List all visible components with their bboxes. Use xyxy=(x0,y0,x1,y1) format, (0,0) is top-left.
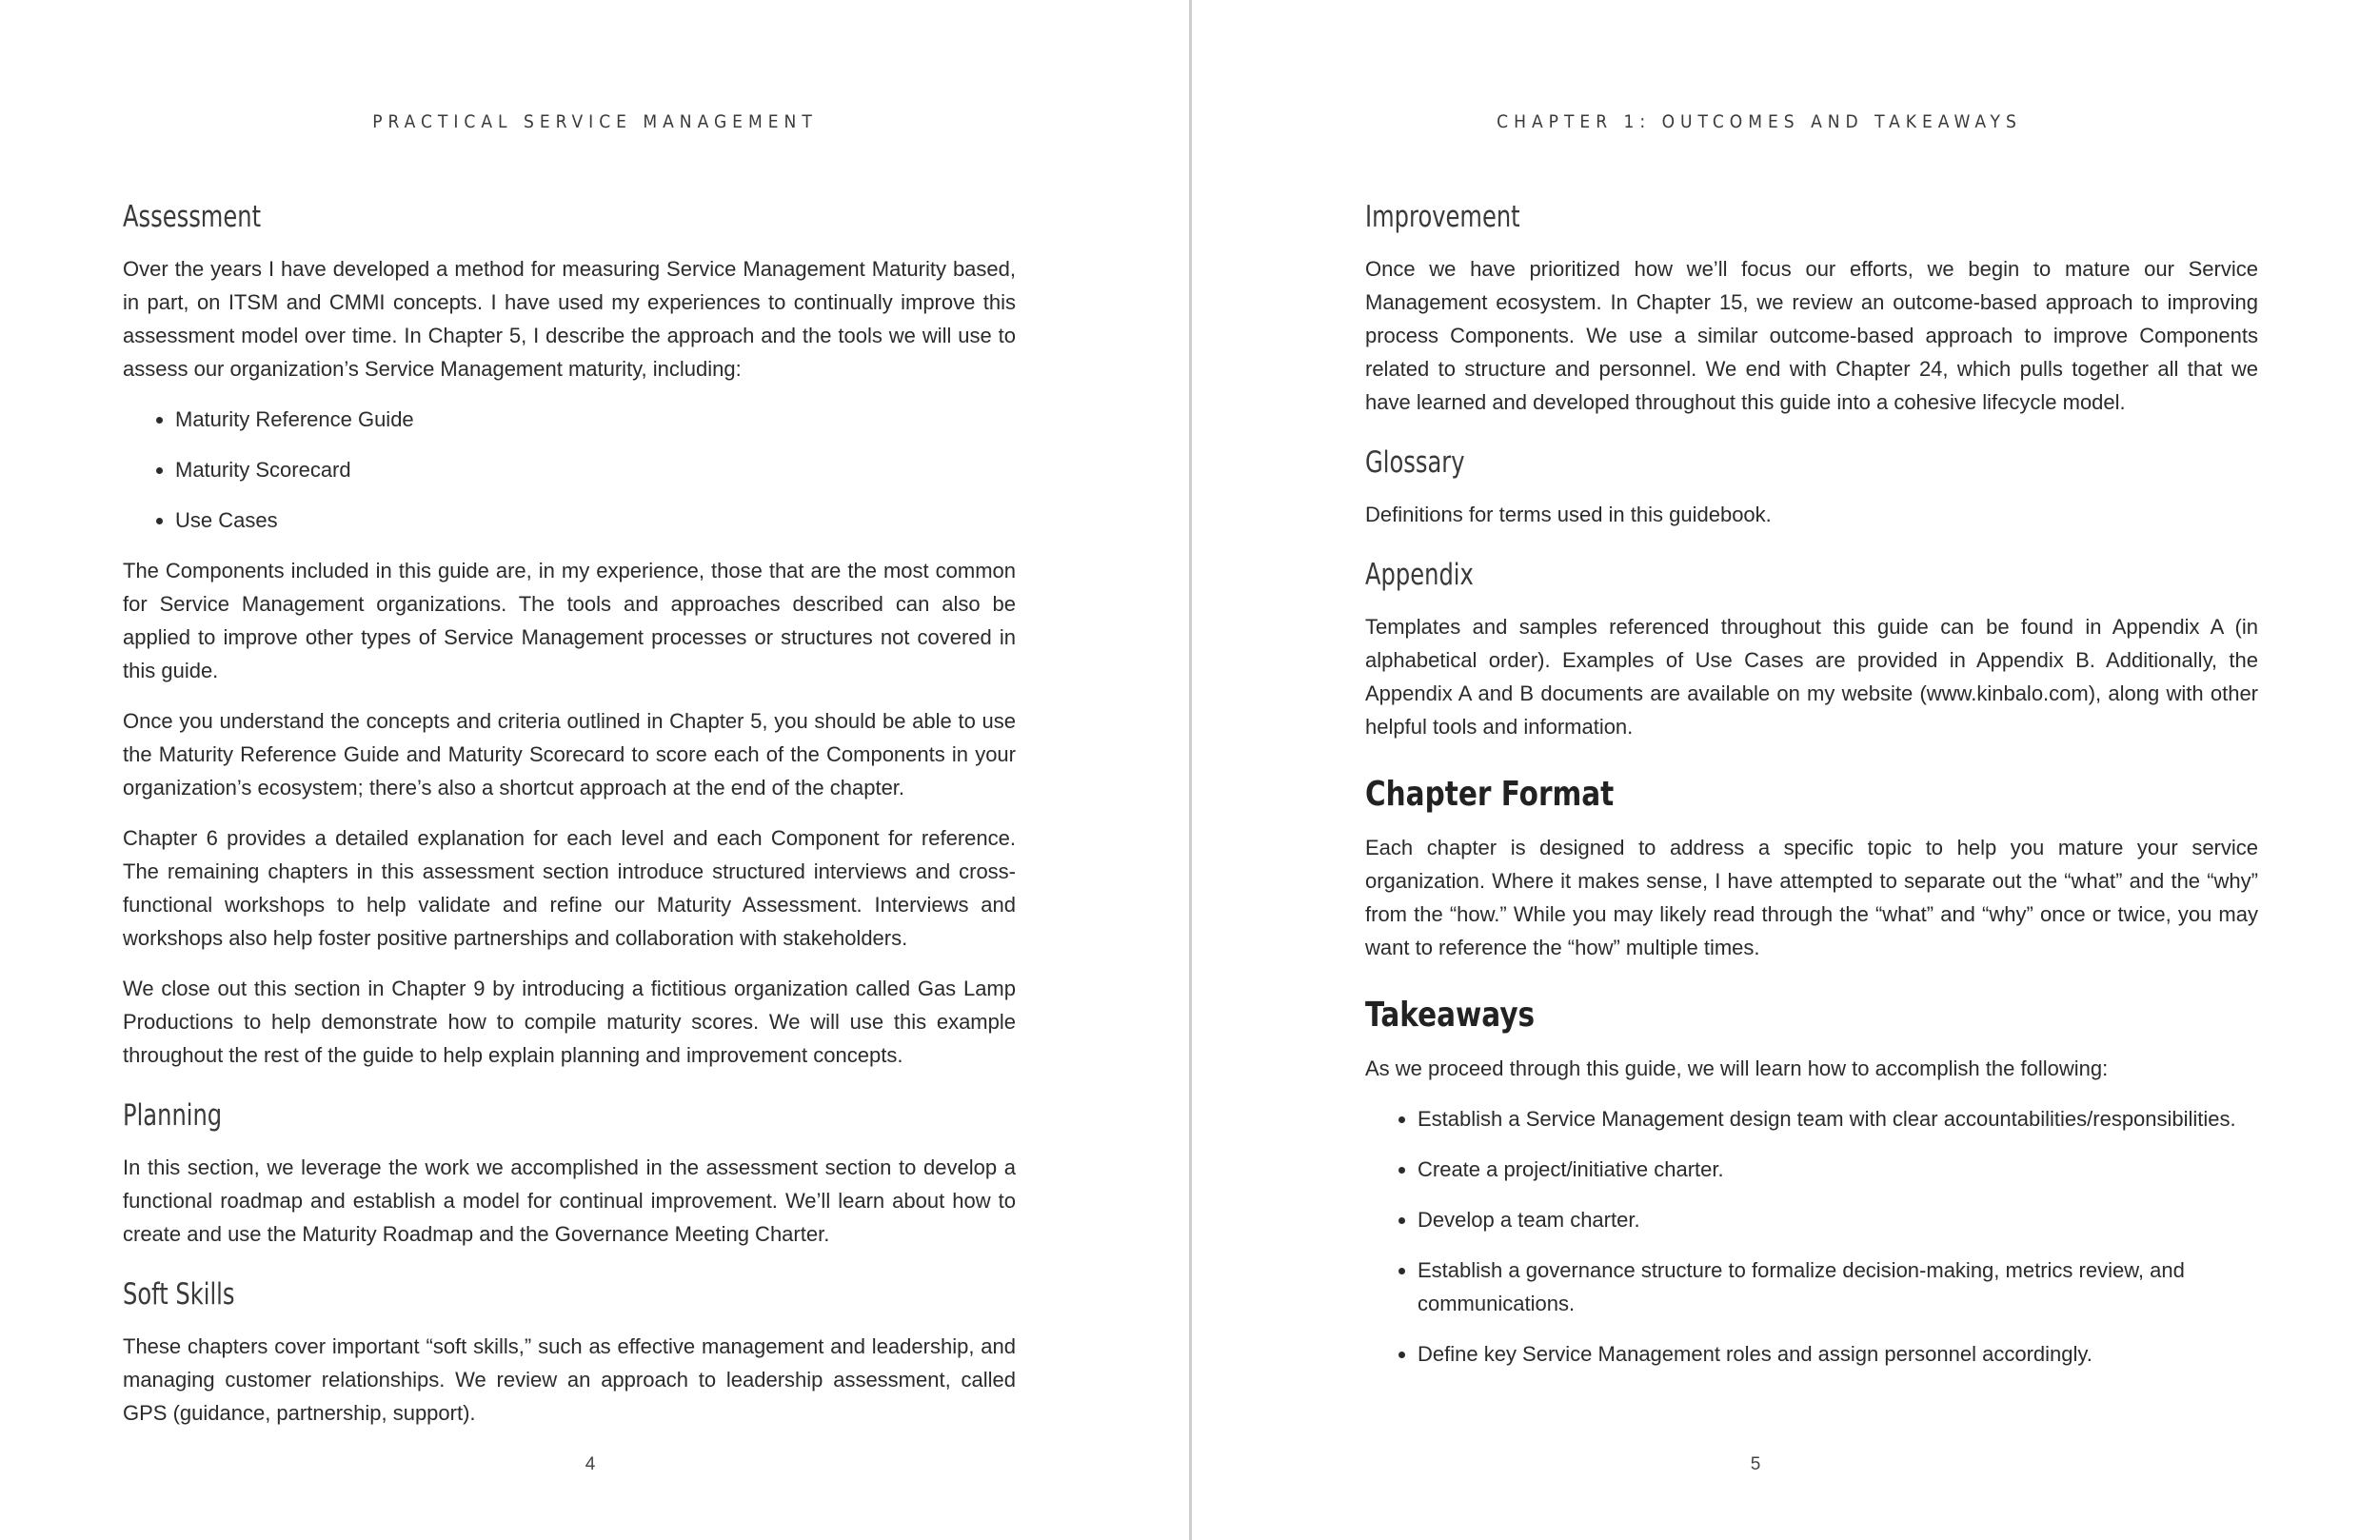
planning-paragraph: In this section, we leverage the work we accomplished in the assessment section to develop a functional roadmap and establish a model for continual improvement. We’ll learn about how to create and use the Maturity Roadmap and the Governance Meeting Charter. xyxy=(123,1155,1016,1246)
improvement-paragraph: Once we have prioritized how we’ll focus our efforts, we begin to mature our Service Management ecosystem. In Chapter 15, we review an outcome-based approach to improving process Components. We use a similar outcome-based approach to improve Components related to structure and personnel. We end with Chapter 24, which pulls together all that we have learned and developed throughout this guide into a cohesive lifecycle model. xyxy=(1365,257,2258,414)
assessment-intro: Over the years I have developed a method for measuring Service Management Maturity based, in part, on ITSM and CMMI concepts. I have used my experiences to continually improve this assessment model over time. In Chapter 5, I describe the approach and the tools we will use to assess our organization’s Service Management maturity, including: xyxy=(123,257,1016,381)
appendix-paragraph: Templates and samples referenced throughout this guide can be found in Appendix A (in alphabetical order). Examples of Use Cases are provided in Appendix B. Additionally, the Appendix A and B documents are available on my website (www.kinbalo.com), along with other helpful tools and information. xyxy=(1365,615,2258,739)
chapter-format-heading: Chapter Format xyxy=(1365,775,1615,814)
assessment-heading: Assessment xyxy=(123,200,262,234)
assessment-paragraph: The Components included in this guide are, in my experience, those that are the most common for Service Management organizations. The tools and approaches described can also be applied to improve other types of Service Management processes or structures not covered in this guide. xyxy=(123,559,1016,682)
glossary-heading: Glossary xyxy=(1365,445,1465,480)
planning-heading: Planning xyxy=(123,1098,223,1133)
page-number-right: 5 xyxy=(1750,1454,1761,1474)
running-head-right: CHAPTER 1: OUTCOMES AND TAKEAWAYS xyxy=(1497,111,2022,132)
takeaways-list xyxy=(1365,1102,2258,1371)
glossary-paragraph: Definitions for terms used in this guidebook. xyxy=(1365,503,1772,526)
takeaways-intro: As we proceed through this guide, we will learn how to accomplish the following: xyxy=(1365,1056,2109,1080)
list-item: • Use Cases xyxy=(175,503,1016,537)
list-item: • Maturity Reference Guide xyxy=(175,403,1016,436)
right-page xyxy=(1192,0,2380,1540)
right-column xyxy=(1365,198,2258,1388)
assessment-paragraph: We close out this section in Chapter 9 by introducing a fictitious organization called Gas Lamp Productions to help demonstrate how to compile maturity scores. We will use this example throughout the rest of the guide to help explain planning and improvement concepts. xyxy=(123,977,1016,1067)
assessment-tool-list xyxy=(123,403,1016,537)
chapter-format-paragraph: Each chapter is designed to address a specific topic to help you mature your service organization. Where it makes sense, I have attempted to separate out the “what” and the “why” from the “how.” While you may likely read through the “what” and “why” once or twice, you may want to reference the “how” multiple times. xyxy=(1365,836,2258,959)
running-head-left: PRACTICAL SERVICE MANAGEMENT xyxy=(372,111,818,132)
soft-skills-paragraph: These chapters cover important “soft skills,” such as effective management and leadership, and managing customer relationships. We review an approach to leadership assessment, called GPS (guidance, partnership, support). xyxy=(123,1334,1016,1425)
takeaways-heading: Takeaways xyxy=(1365,996,1536,1035)
assessment-paragraph: Once you understand the concepts and criteria outlined in Chapter 5, you should be able to use the Maturity Reference Guide and Maturity Scorecard to score each of the Components in your organization’s ecosystem; there’s also a shortcut approach at the end of the chapter. xyxy=(123,709,1016,800)
list-item: • Define key Service Management roles and assign personnel accordingly. xyxy=(1418,1337,2258,1371)
left-column xyxy=(123,198,1016,1447)
list-item: • Create a project/initiative charter. xyxy=(1418,1153,2258,1186)
list-item: • Maturity Scorecard xyxy=(175,453,1016,486)
page-number-left: 4 xyxy=(585,1454,596,1474)
list-item: • Establish a Service Management design team with clear accountabilities/responsibilities. xyxy=(1418,1102,2258,1135)
soft-skills-heading: Soft Skills xyxy=(123,1277,235,1312)
list-item: • Develop a team charter. xyxy=(1418,1203,2258,1236)
appendix-heading: Appendix xyxy=(1365,558,1474,592)
assessment-paragraph: Chapter 6 provides a detailed explanation for each level and each Component for reference. The remaining chapters in this assessment section introduce structured interviews and cross-functional workshops to help validate and refine our Maturity Assessment. Interviews and workshops also help foster positive partnerships and collaboration with stakeholders. xyxy=(123,826,1016,950)
improvement-heading: Improvement xyxy=(1365,200,1520,234)
list-item: • Establish a governance structure to formalize decision-making, metrics review, and communications. xyxy=(1418,1254,2258,1320)
